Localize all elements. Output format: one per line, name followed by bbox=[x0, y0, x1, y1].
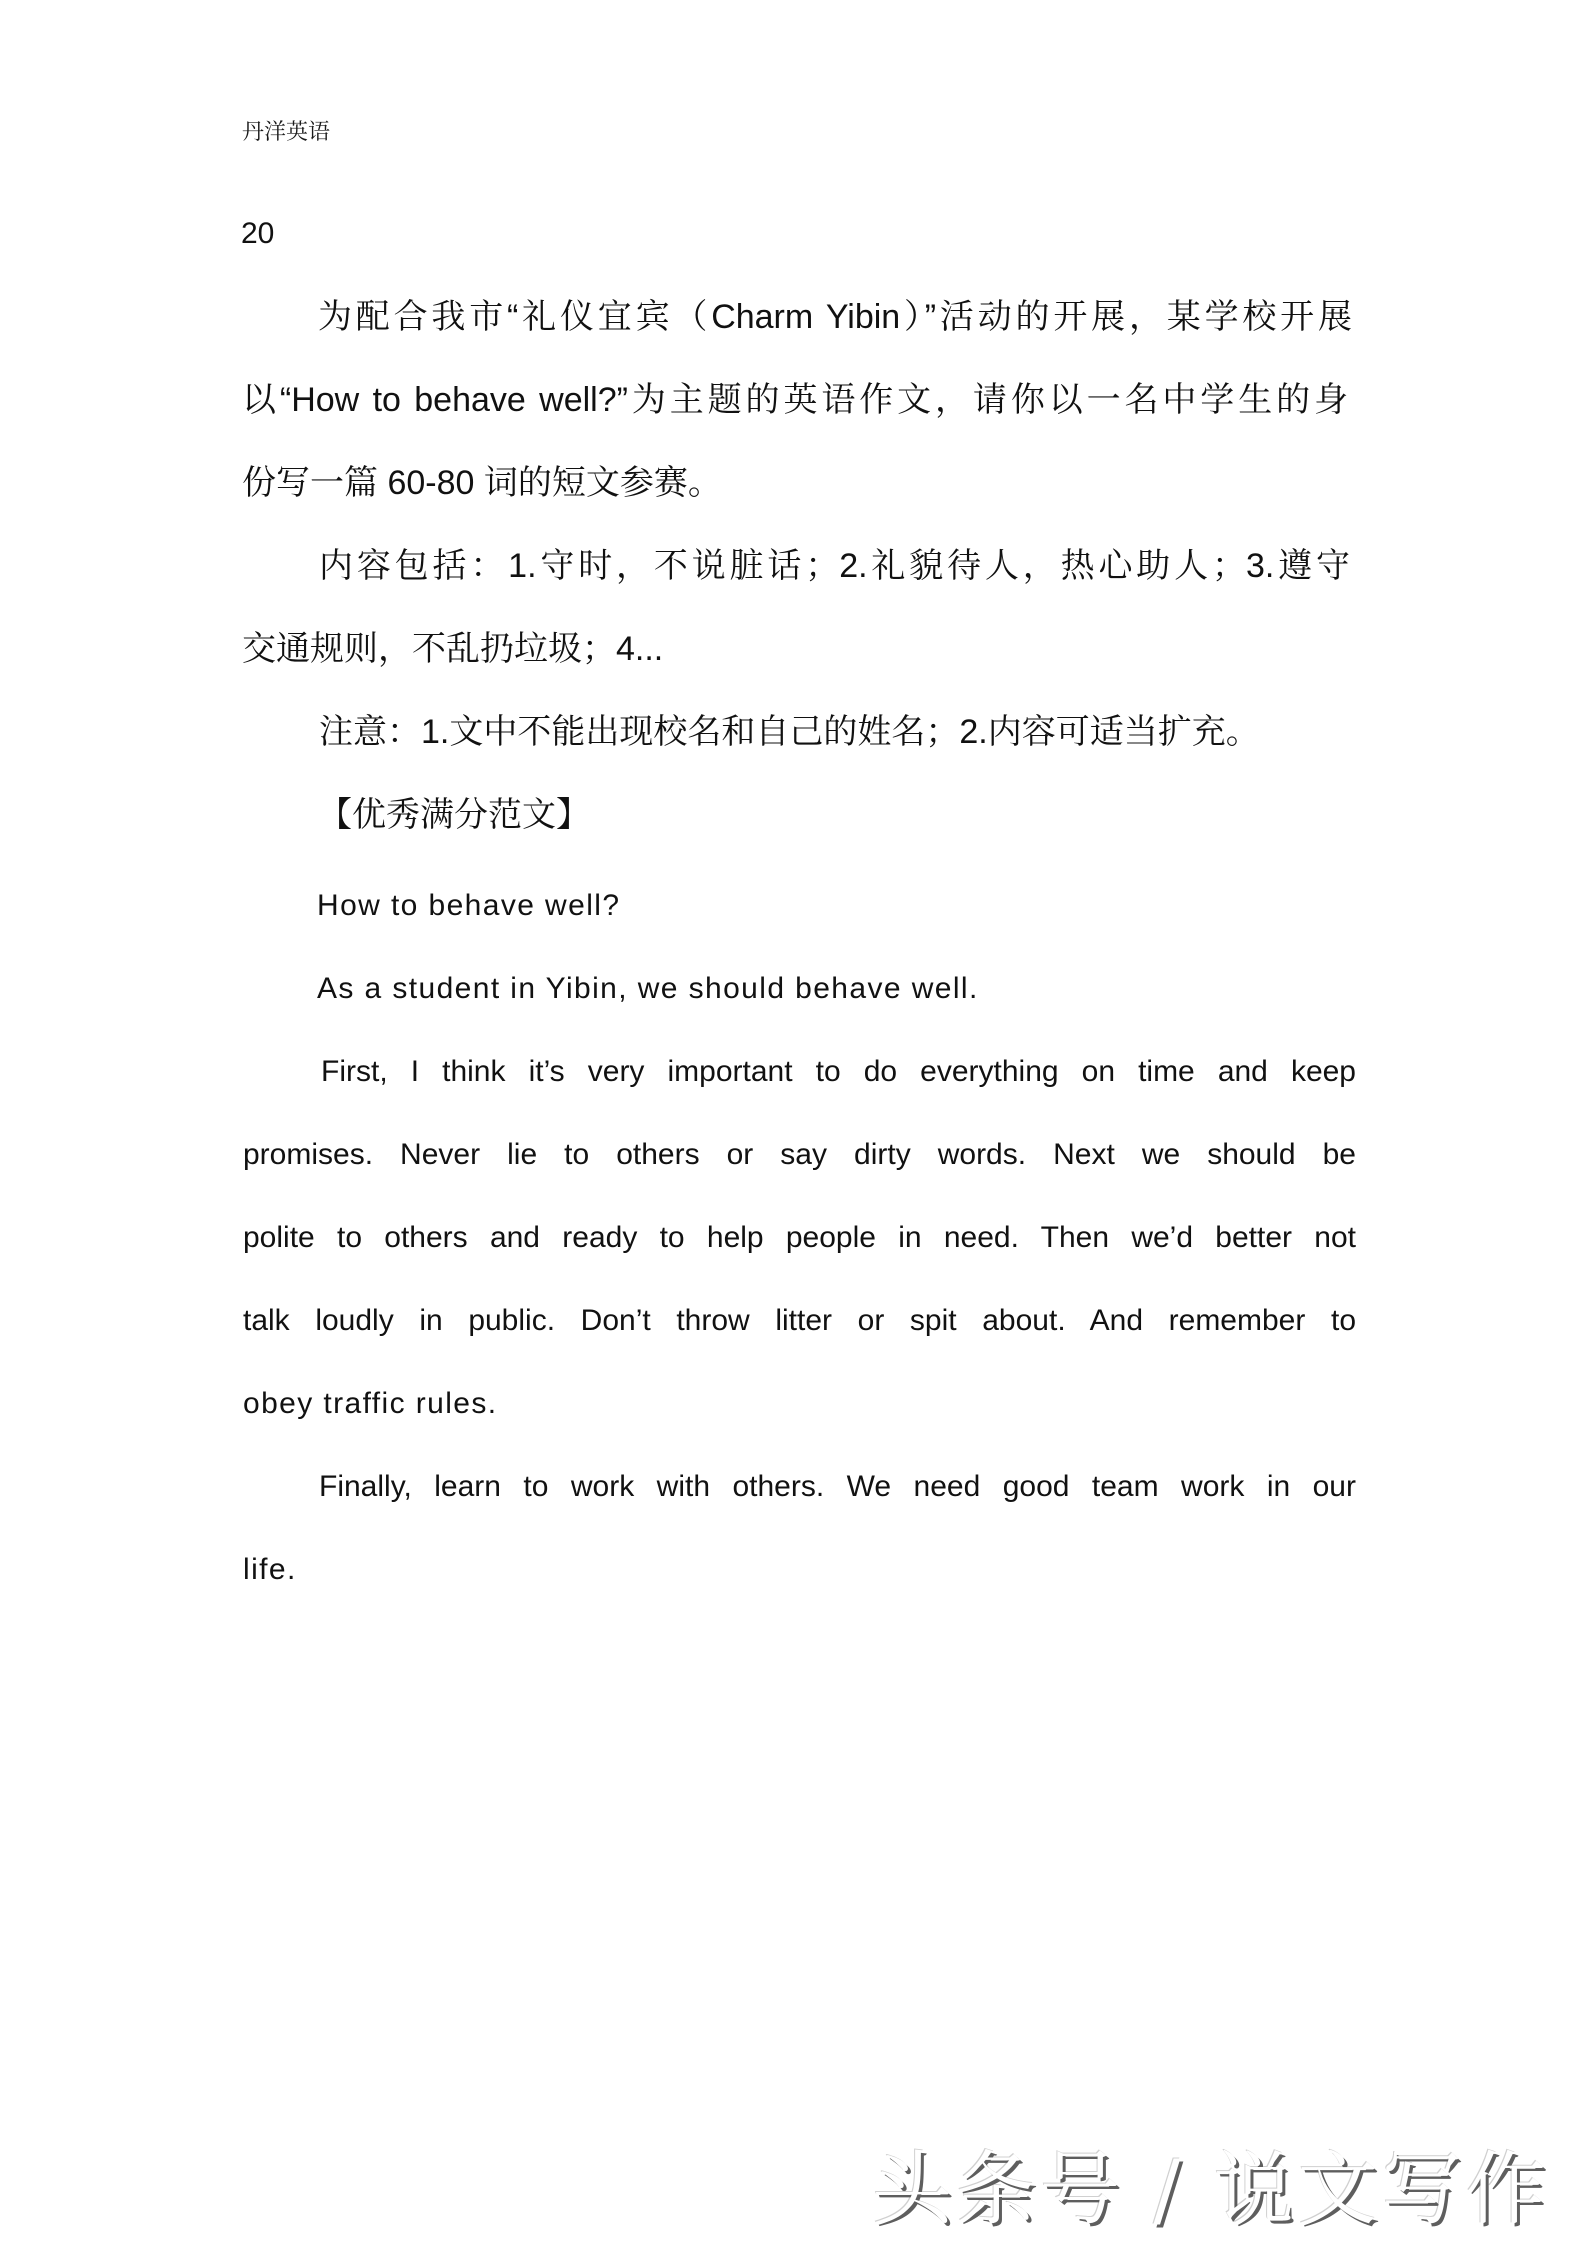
essay-body-line-5: obey traffic rules. bbox=[243, 1387, 498, 1420]
prompt-line-2: 以“How to behave well?”为主题的英语作文，请你以一名中学生的身 bbox=[242, 381, 1348, 419]
question-number: 20 bbox=[241, 217, 275, 250]
sample-essay-label: 【优秀满分范文】 bbox=[318, 796, 590, 834]
essay-body-line-1: First, I think it’s very important to do everything on time and keep bbox=[321, 1055, 1356, 1088]
prompt-line-1: 为配合我市“礼仪宜宾（Charm Yibin）”活动的开展，某学校开展 bbox=[318, 298, 1352, 336]
essay-title: How to behave well? bbox=[317, 889, 621, 922]
page-header-brand: 丹洋英语 bbox=[242, 119, 331, 144]
essay-intro: As a student in Yibin, we should behave well. bbox=[317, 972, 979, 1005]
content-line-2: 交通规则，不乱扔垃圾；4... bbox=[242, 630, 664, 668]
essay-body-line-3: polite to others and ready to help people in need. Then we’d better not bbox=[243, 1221, 1356, 1254]
note-line: 注意：1.文中不能出现校名和自己的姓名；2.内容可适当扩充。 bbox=[319, 713, 1260, 751]
essay-closing-line-1: Finally, learn to work with others. We need good team work in our bbox=[319, 1470, 1356, 1503]
essay-body-line-4: talk loudly in public. Don’t throw litter or spit about. And remember to bbox=[243, 1304, 1356, 1337]
essay-body-line-2: promises. Never lie to others or say dirty words. Next we should be bbox=[243, 1138, 1356, 1171]
watermark: 头条号 / 说文写作 bbox=[872, 2143, 1550, 2236]
essay-closing-line-2: life. bbox=[243, 1553, 297, 1586]
prompt-line-3: 份写一篇 60-80 词的短文参赛。 bbox=[242, 464, 722, 502]
content-line-1: 内容包括：1.守时，不说脏话；2.礼貌待人，热心助人；3.遵守 bbox=[319, 547, 1350, 585]
